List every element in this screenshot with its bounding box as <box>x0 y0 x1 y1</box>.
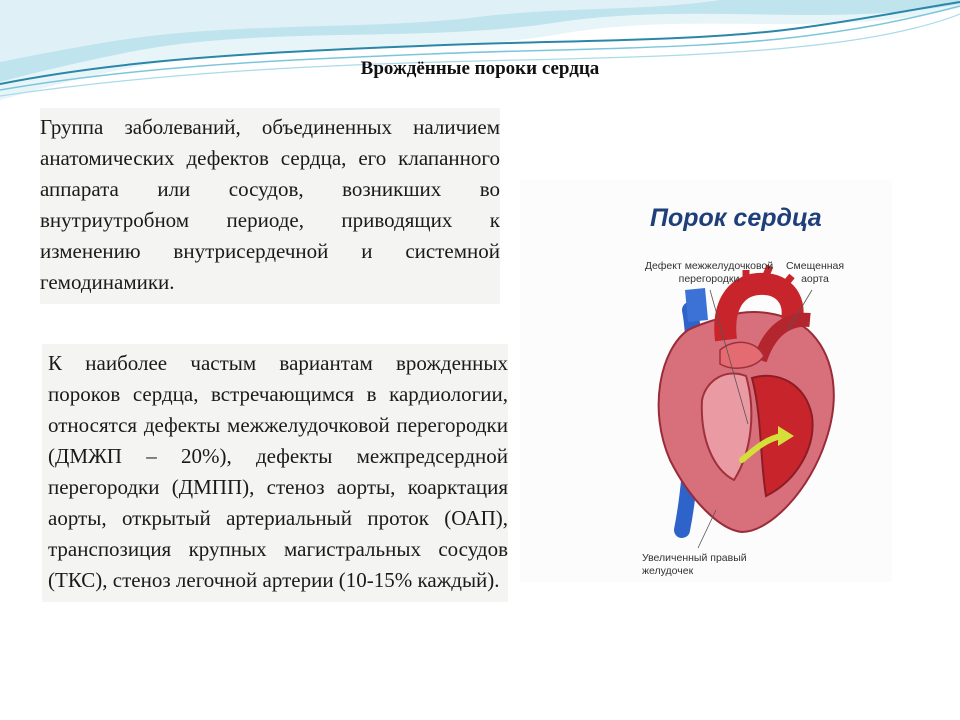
figure-title: Порок сердца <box>650 204 822 232</box>
heart-diagram-image <box>520 180 892 582</box>
decorative-wave-header <box>0 0 960 110</box>
page-title: Врождённые пороки сердца <box>360 58 600 79</box>
definition-paragraph: Группа заболеваний, объединенных наличием анатомических дефектов сердца, его клапанного аппарата или сосудов, возникших во внутриутробном периоде, приводящих к изменению внутрисердечной и системной гемодинамики. <box>40 108 500 304</box>
label-enlarged-right-ventricle: Увеличенный правый желудочек <box>642 552 747 577</box>
definition-text-block <box>40 108 500 304</box>
label-displaced-aorta: Смещенная аорта <box>785 260 845 285</box>
label-septal-defect: Дефект межжелудочковой перегородки <box>644 260 774 285</box>
heart-defect-illustration <box>520 180 892 582</box>
common-defects-paragraph: К наиболее частым вариантам врожденных пороков сердца, встречающимся в кардиологии, относятся дефекты межжелудочковой перегородки (ДМЖП – 20%), дефекты межпредсердной перегородки (ДМПП), стеноз аорты, коарктация аорты, открытый артериальный проток (ОАП), транспозиция крупных магистральных сосудов (ТКС), стеноз легочной артерии (10-15% каждый). <box>42 344 508 602</box>
